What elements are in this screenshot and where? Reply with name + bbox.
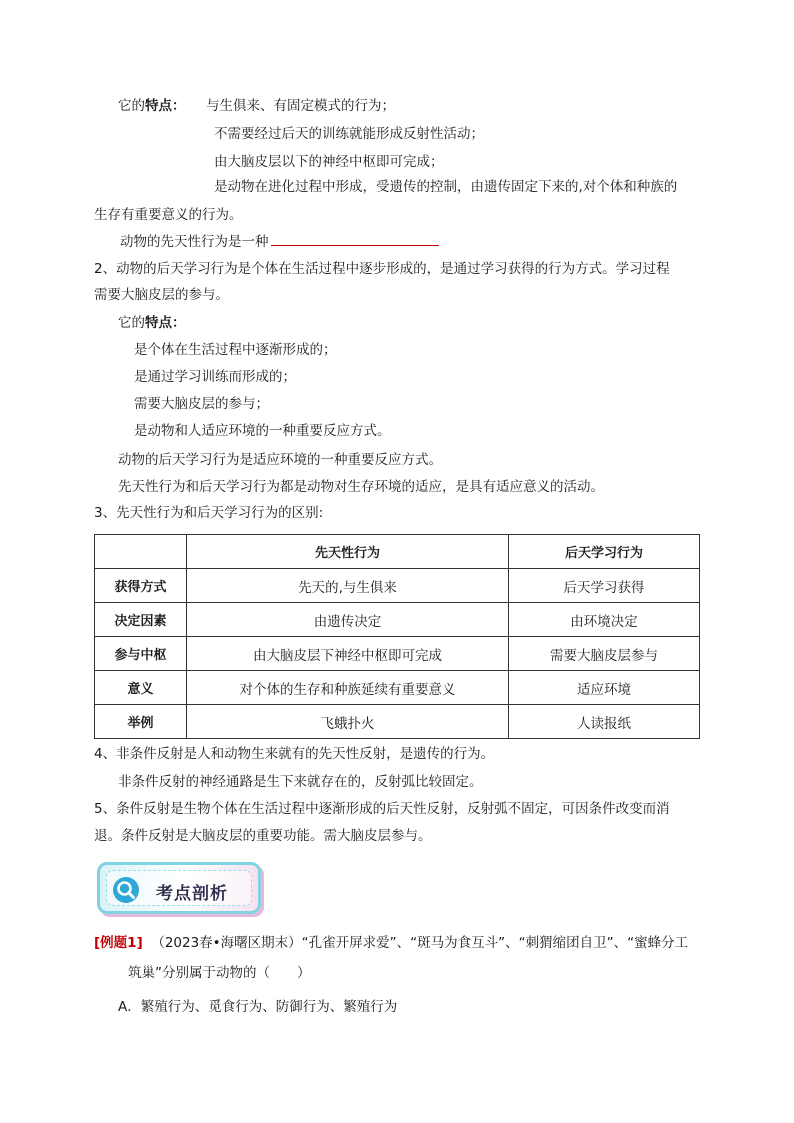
features-heading-1: 它的特点： <box>118 98 186 114</box>
option-a[interactable]: A．繁殖行为、觅食行为、防御行为、繁殖行为 <box>118 999 398 1015</box>
row-header-cell: 参与中枢 <box>95 637 187 671</box>
table-row <box>95 705 700 739</box>
example-question: [例题1] （2023春•海曙区期末）“孔雀开屏求爱”、“斑马为食互斗”、“刺猬缩团自卫”、“蜜蜂分工 <box>94 935 689 951</box>
feature-item: 是通过学习训练而形成的； <box>134 369 296 385</box>
features-heading-2: 它的特点： <box>118 315 186 331</box>
table-cell: 后天学习获得 <box>509 569 700 603</box>
feature-item: 不需要经过后天的训练就能形成反射性活动； <box>214 126 484 142</box>
table-row <box>95 671 700 705</box>
section4-line: 4、非条件反射是人和动物生来就有的先天性反射，是遗传的行为。 <box>94 746 495 762</box>
table-header-cell <box>95 535 187 569</box>
table-cell: 对个体的生存和种族延续有重要意义 <box>187 671 509 705</box>
example-tag: [例题1] <box>94 935 143 951</box>
table-cell: 由环境决定 <box>509 603 700 637</box>
section-badge <box>97 862 261 914</box>
table-cell: 飞蛾扑火 <box>187 705 509 739</box>
table-header-cell: 后天学习行为 <box>509 535 700 569</box>
feature-item: 是动物和人适应环境的一种重要反应方式。 <box>134 423 391 439</box>
section5-line: 5、条件反射是生物个体在生活过程中逐渐形成的后天性反射，反射弧不固定，可因条件改变而消 <box>94 801 670 817</box>
feature-item: 是个体在生活过程中逐渐形成的； <box>134 342 337 358</box>
section2-intro: 2、动物的后天学习行为是个体在生活过程中逐步形成的，是通过学习获得的行为方式。学习过程 <box>94 261 670 277</box>
section2-intro: 需要大脑皮层的参与。 <box>94 287 229 303</box>
feature-item: 是动物在进化过程中形成，受遗传的控制，由遗传固定下来的,对个体和种族的 <box>214 179 678 195</box>
table-cell: 人读报纸 <box>509 705 700 739</box>
row-header-cell: 举例 <box>95 705 187 739</box>
table-row <box>95 637 700 671</box>
row-header-cell: 获得方式 <box>95 569 187 603</box>
summary-line: 先天性行为和后天学习行为都是动物对生存环境的适应，是具有适应意义的活动。 <box>118 479 604 495</box>
table-header-row <box>95 535 700 569</box>
table-row <box>95 569 700 603</box>
summary-line: 动物的后天学习行为是适应环境的一种重要反应方式。 <box>118 452 442 468</box>
table-cell: 先天的,与生俱来 <box>187 569 509 603</box>
feature-item: 与生俱来、有固定模式的行为； <box>206 98 395 114</box>
comparison-table <box>94 534 700 739</box>
table-cell: 适应环境 <box>509 671 700 705</box>
table-cell: 需要大脑皮层参与 <box>509 637 700 671</box>
magnifier-icon <box>112 876 140 904</box>
row-header-cell: 意义 <box>95 671 187 705</box>
answer-blank[interactable] <box>271 231 439 246</box>
feature-item: 由大脑皮层以下的神经中枢即可完成； <box>214 154 444 170</box>
feature-continuation: 生存有重要意义的行为。 <box>94 207 243 223</box>
feature-item: 需要大脑皮层的参与； <box>134 396 269 412</box>
row-header-cell: 决定因素 <box>95 603 187 637</box>
table-row <box>95 603 700 637</box>
table-header-cell: 先天性行为 <box>187 535 509 569</box>
section5-line: 退。条件反射是大脑皮层的重要功能。需大脑皮层参与。 <box>94 828 432 844</box>
table-cell: 由遗传决定 <box>187 603 509 637</box>
badge-label: 考点剖析 <box>156 884 228 904</box>
example-question-cont: 筑巢”分别属于动物的（ ） <box>128 965 311 981</box>
fill-blank-question: 动物的先天性行为是一种 <box>120 231 439 252</box>
section3-heading: 3、先天性行为和后天学习行为的区别: <box>94 505 324 521</box>
table-cell: 由大脑皮层下神经中枢即可完成 <box>187 637 509 671</box>
section4-line: 非条件反射的神经通路是生下来就存在的，反射弧比较固定。 <box>118 774 483 790</box>
